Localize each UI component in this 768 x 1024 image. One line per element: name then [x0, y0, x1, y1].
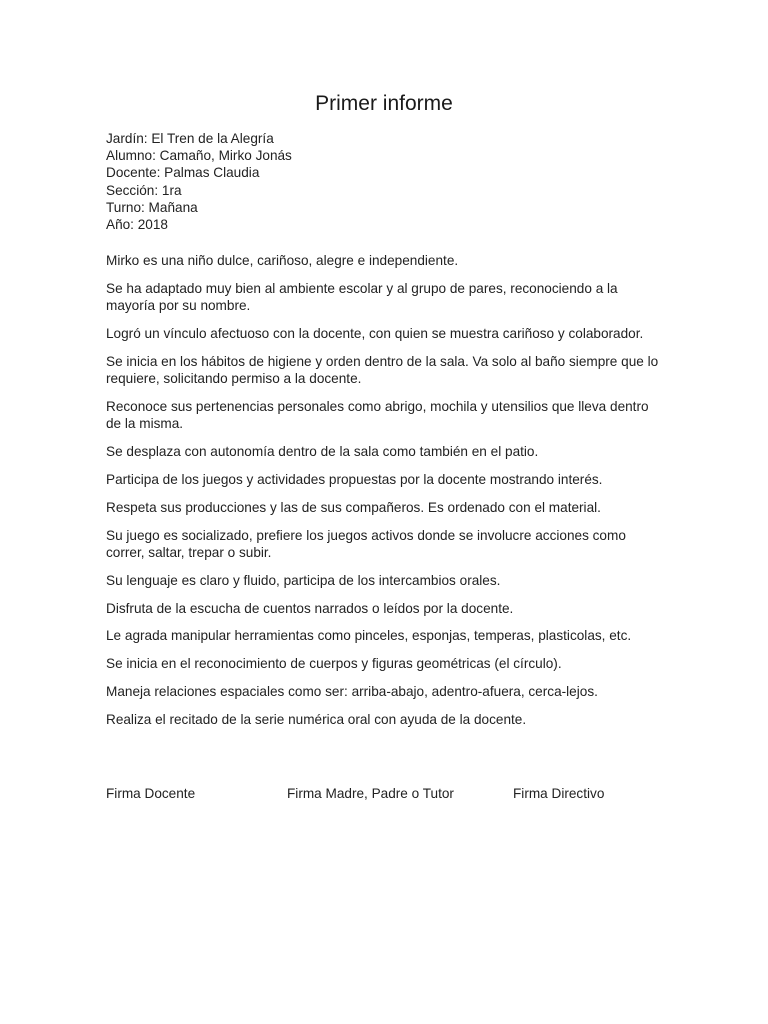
paragraph: Su juego es socializado, prefiere los juegos activos donde se involucre acciones como correr, saltar, trepar o subir. [106, 527, 626, 560]
paragraph: Participa de los juegos y actividades propuestas por la docente mostrando interés. [106, 472, 603, 487]
paragraph: Reconoce sus pertenencias personales como abrigo, mochila y utensilios que lleva dentro de la misma. [106, 399, 649, 432]
signature-directivo: Firma Directivo [513, 786, 605, 801]
paragraph: Realiza el recitado de la serie numérica oral con ayuda de la docente. [106, 711, 527, 727]
header-alumno: Alumno: Camaño, Mirko Jonás [106, 148, 292, 164]
signature-row [0, 785, 768, 805]
paragraph: Se inicia en el reconocimiento de cuerpos y figuras geométricas (el círculo). [106, 656, 562, 672]
paragraph: Su lenguaje es claro y fluido, participa de los intercambios orales. [106, 572, 501, 588]
header-seccion: Sección: 1ra [106, 182, 182, 198]
page-title: Primer informe [315, 92, 453, 115]
paragraph: Mirko es una niño dulce, cariñoso, alegre e independiente. [106, 253, 459, 268]
paragraph: Logró un vínculo afectuoso con la docente, con quien se muestra cariñoso y colaborador. [106, 326, 644, 341]
paragraph: Se inicia en los hábitos de higiene y orden dentro de la sala. Va solo al baño siempre que lo requiere, solicitando permiso a la docente. [106, 353, 659, 387]
report-header [106, 130, 666, 233]
report-body [106, 252, 666, 739]
paragraph: Maneja relaciones espaciales como ser: arriba-abajo, adentro-afuera, cerca-lejos. [106, 683, 598, 699]
header-turno: Turno: Mañana [106, 199, 198, 215]
paragraph: Se ha adaptado muy bien al ambiente escolar y al grupo de pares, reconociendo a la mayoría por su nombre. [106, 280, 618, 314]
signature-docente: Firma Docente [106, 786, 196, 801]
paragraph: Respeta sus producciones y las de sus compañeros. Es ordenado con el material. [106, 499, 601, 515]
paragraph: Disfruta de la escucha de cuentos narrados o leídos por la docente. [106, 600, 514, 616]
paragraph: Se desplaza con autonomía dentro de la sala como también en el patio. [106, 444, 539, 460]
signature-tutor: Firma Madre, Padre o Tutor [287, 786, 454, 801]
paragraph: Le agrada manipular herramientas como pinceles, esponjas, temperas, plasticolas, etc. [106, 628, 632, 644]
header-jardin: Jardín: El Tren de la Alegría [106, 131, 274, 146]
header-docente: Docente: Palmas Claudia [106, 165, 260, 181]
header-anio: Año: 2018 [106, 217, 168, 233]
